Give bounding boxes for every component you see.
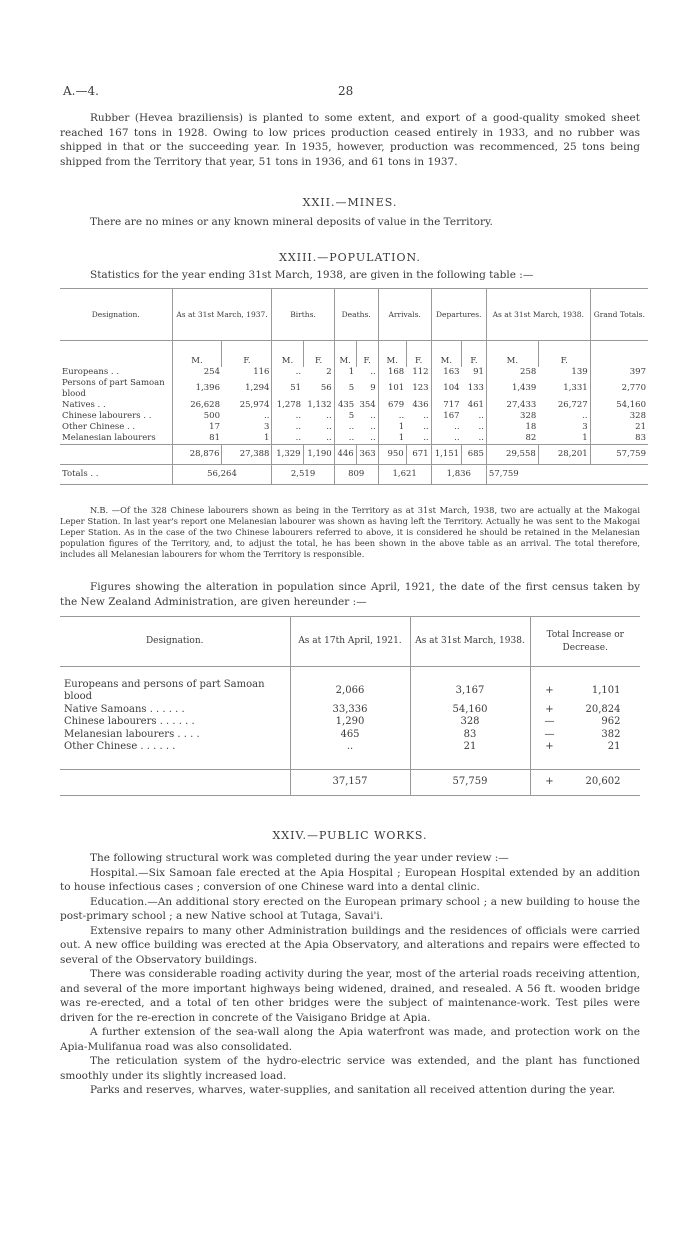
row-designation: Chinese labourers . . [62, 410, 152, 421]
table-cell: 21 [590, 422, 648, 433]
table-cell: 328 [410, 716, 530, 729]
table-cell: 104 [431, 378, 461, 400]
public-works-paragraph: The reticulation system of the hydro-electric service was extended, and the plant has functioned smoothly under its slightly increased load. [60, 1055, 640, 1082]
table-cell: 465 [290, 729, 410, 742]
subtotal-cell: 950 [378, 444, 406, 464]
header-grand-totals: Grand Totals. [590, 289, 648, 341]
table-cell: 1,132 [307, 399, 332, 410]
table-cell: .. [272, 422, 303, 433]
subtotal-cell: 27,388 [222, 444, 272, 464]
row-designation: Melanesian labourers . . . . [64, 728, 200, 740]
table-cell: .. [326, 410, 332, 421]
subtotal-cell: 446 [334, 444, 356, 464]
sex-header: F. [462, 341, 487, 367]
public-works-paragraph: A further extension of the sea-wall along the Apia waterfront was made, and protection work on the Apia-Mulifanua road was also consolidated. [60, 1026, 640, 1053]
table-cell: 1 [582, 432, 588, 443]
header-arrivals: Arrivals. [378, 289, 431, 341]
table-cell: .. [431, 422, 461, 433]
sex-header: F. [538, 341, 590, 367]
table-row [60, 741, 640, 754]
change-value: 962 [601, 716, 621, 727]
table-cell: 112 [412, 366, 429, 377]
table-cell: .. [334, 433, 356, 445]
row-designation: Other Chinese . . . . . . [64, 741, 176, 752]
table-cell: .. [264, 410, 270, 421]
table-cell: 139 [571, 366, 588, 377]
table-cell: 397 [590, 367, 648, 378]
mines-heading: XXII.—MINES. [302, 196, 398, 209]
table-cell: .. [370, 410, 376, 421]
table-cell: 33,336 [290, 704, 410, 717]
table-cell: 1,278 [272, 400, 303, 411]
rubber-paragraph: Rubber (Hevea braziliensis) is planted to some extent, and export of a good-quality smoked sheet reached 167 tons in 1928. Owing to low prices production ceased entirely in 1933, and no rubber was shipped in that or the succeeding year. In 1935, however, production was recommenced, 25 tons being shipped from the Territory that year, 51 tons in 1936, and 61 tons in 1937. [60, 112, 640, 168]
public-works-paragraph: Hospital.—Six Samoan fale erected at the Apia Hospital ; European Hospital extended by an addition to house infectious cases ; conversion of one Chinese ward into a dental clinic. [60, 866, 640, 893]
table-cell: 2,066 [290, 679, 410, 704]
row-designation: Other Chinese . . [62, 421, 136, 432]
change-cell [530, 741, 640, 754]
sex-header: M. [334, 341, 356, 367]
row-designation: Natives . . [62, 399, 106, 410]
sex-header: F. [222, 341, 272, 367]
table-cell: 168 [378, 367, 406, 378]
table-row [60, 378, 648, 400]
change-sign: + [545, 776, 554, 788]
population-heading: XXIII.—POPULATION. [279, 251, 421, 264]
table-cell: .. [423, 410, 429, 421]
header-change: Total Increase or Decrease. [530, 617, 640, 667]
table-cell: 1 [378, 422, 406, 433]
table-cell: 21 [410, 741, 530, 754]
sex-header: M. [378, 341, 406, 367]
table-cell: 133 [467, 383, 484, 393]
sex-header: M. [172, 341, 222, 367]
table-cell: .. [423, 421, 429, 432]
table-cell: 3 [264, 421, 270, 432]
table-cell: 2,770 [590, 378, 648, 400]
table-cell: .. [290, 741, 410, 754]
table-cell: .. [582, 410, 588, 421]
table-cell: 717 [431, 400, 461, 411]
sex-header: F. [303, 341, 334, 367]
table-cell: 83 [590, 433, 648, 445]
table-cell: 167 [431, 411, 461, 422]
table-cell: 354 [359, 399, 376, 410]
subtotal-cell: 1,190 [303, 444, 334, 464]
subtotal-cell: 1,329 [272, 444, 303, 464]
table-cell: 83 [410, 729, 530, 742]
change-value: 20,824 [585, 703, 621, 715]
subtotal-cell: 363 [356, 444, 378, 464]
table-row [60, 400, 648, 411]
table-cell: 3 [582, 421, 588, 432]
change-sign: + [545, 703, 554, 715]
table-cell: 91 [473, 366, 484, 377]
header-deaths: Deaths. [334, 289, 378, 341]
header-1921: As at 17th April, 1921. [290, 617, 410, 667]
sex-header: M. [272, 341, 303, 367]
table-cell: 1,290 [290, 716, 410, 729]
table-cell: 461 [467, 399, 484, 410]
table-cell: .. [370, 421, 376, 432]
row-designation: Europeans and persons of part Samoan blood [64, 678, 265, 702]
table-cell: 9 [370, 383, 376, 393]
table-cell: 436 [412, 399, 429, 410]
table-cell: .. [378, 411, 406, 422]
change-sign: — [544, 728, 555, 740]
public-works-paragraph: There was considerable roading activity during the year, most of the arterial roads receiving attention, and several of the more important highways being widened, drained, and resealed. A 56 ft. wooden bridge was re-erected, and a total of ten other bridges were the subject of maintenance-work. Test piles were driven for the re-erection in concrete of the Vaisigano Bridge at Apia. [60, 968, 640, 1024]
change-value: 20,602 [585, 776, 621, 788]
sex-header: M. [486, 341, 538, 367]
header-as-1937: As at 31st March, 1937. [172, 289, 272, 341]
table-cell: 26,727 [557, 399, 588, 410]
table-cell: .. [423, 432, 429, 443]
totals-label: Totals . . [62, 468, 99, 479]
table-cell: 123 [412, 383, 429, 393]
table-cell: .. [478, 421, 484, 432]
table-cell: 26,628 [172, 400, 222, 411]
population-intro: Statistics for the year ending 31st March, 1938, are given in the following table :— [90, 269, 534, 281]
sex-header: F. [356, 341, 378, 367]
totals-cell: 56,264 [172, 464, 272, 484]
table-cell: .. [334, 422, 356, 433]
change-sign: — [544, 716, 555, 727]
public-works-paragraph: Education.—An additional story erected on the European primary school ; a new building to house the post-primary school ; a new Native school at Tutaga, Savai'i. [60, 895, 640, 922]
table-cell: 2 [326, 366, 332, 377]
table-cell: 1,331 [563, 383, 588, 393]
change-sign: + [545, 684, 554, 696]
change-cell [530, 716, 640, 729]
totals-cell: 57,759 [410, 770, 530, 796]
row-designation: Melanesian labourers [62, 432, 156, 443]
table-cell: 1 [378, 433, 406, 445]
table-cell: 17 [172, 422, 222, 433]
table-cell: 54,160 [590, 400, 648, 411]
table-cell: 116 [253, 366, 270, 377]
table-cell: 3,167 [410, 679, 530, 704]
sex-header: F. [406, 341, 431, 367]
header-as-1938: As at 31st March, 1938. [486, 289, 590, 341]
table-cell: .. [370, 432, 376, 443]
table-cell: 1 [334, 367, 356, 378]
table-cell: 328 [590, 411, 648, 422]
row-designation: Europeans . . [62, 366, 120, 377]
table-cell: .. [272, 411, 303, 422]
header-designation: Designation. [145, 636, 204, 647]
page-number: 28 [338, 84, 354, 98]
totals-cell: 37,157 [290, 770, 410, 796]
change-value: 382 [601, 728, 621, 740]
population-note: N.B. —Of the 328 Chinese labourers shown as being in the Territory as at 31st March, 1938, two are actually at the Makogai Leper Station. In last year's report one Melanesian labourer was shown as having left the Territory. Actually he was sent to the Makogai Leper Station. As in the case of the two Chinese labourers referred to above, it is considered he should be retained in the Melanesian population figures of the Territory, and, to adjust the total, he has been shown in the above table as an arrival. The total therefore, includes all Melanesian labourers for whom the Territory is responsible. [60, 505, 640, 559]
change-cell [530, 704, 640, 717]
table-cell: 54,160 [410, 704, 530, 717]
change-cell [530, 679, 640, 704]
table-cell: 81 [172, 433, 222, 445]
table-cell: 254 [172, 367, 222, 378]
header-1938: As at 31st March, 1938. [410, 617, 530, 667]
table-row [60, 367, 648, 378]
change-value: 21 [607, 741, 621, 752]
table-cell: 27,433 [486, 400, 538, 411]
table-cell: .. [326, 432, 332, 443]
mines-text: There are no mines or any known mineral deposits of value in the Territory. [90, 216, 493, 228]
table-cell: 5 [334, 411, 356, 422]
public-works-heading: XXIV.—PUBLIC WORKS. [272, 829, 428, 842]
subtotal-cell: 28,876 [172, 444, 222, 464]
population-table [60, 288, 648, 485]
table-cell: .. [431, 433, 461, 445]
table-cell: 18 [486, 422, 538, 433]
totals-change-cell [530, 770, 640, 796]
subtotal-cell: 29,558 [486, 444, 538, 464]
public-works-body [60, 851, 640, 1098]
subtotal-cell: 685 [462, 444, 487, 464]
table-cell: 1 [264, 432, 270, 443]
header-designation: Designation. [91, 310, 140, 319]
totals-cell: 1,836 [431, 464, 486, 484]
table-cell: 101 [378, 378, 406, 400]
table-cell: 5 [334, 378, 356, 400]
table-cell: 328 [486, 411, 538, 422]
totals-cell: 2,519 [272, 464, 334, 484]
row-designation: Persons of part Samoan blood [62, 377, 165, 399]
population-change-table [60, 616, 640, 796]
change-cell [530, 729, 640, 742]
sex-header: M. [431, 341, 461, 367]
table-cell: .. [272, 367, 303, 378]
table-cell: .. [478, 432, 484, 443]
table-row [60, 433, 648, 445]
table-row [60, 411, 648, 422]
subtotal-cell: 671 [406, 444, 431, 464]
table-row [60, 422, 648, 433]
public-works-paragraph: The following structural work was completed during the year under review :— [90, 852, 509, 864]
population-intro-2: Figures showing the alteration in population since April, 1921, the date of the first census taken by the New Zealand Administration, are given hereunder :— [60, 581, 640, 608]
table-cell: 1,396 [172, 378, 222, 400]
table-cell: 500 [172, 411, 222, 422]
subtotal-cell: 57,759 [590, 444, 648, 464]
table-cell: 258 [486, 367, 538, 378]
subtotal-cell: 1,151 [431, 444, 461, 464]
table-cell: 163 [431, 367, 461, 378]
totals-cell: 57,759 [486, 464, 648, 484]
public-works-paragraph: Parks and reserves, wharves, water-supplies, and sanitation all received attention during the year. [90, 1084, 616, 1096]
table-cell: 435 [334, 400, 356, 411]
page-reference: A.—4. [63, 84, 99, 98]
table-cell: .. [272, 433, 303, 445]
table-cell: .. [478, 410, 484, 421]
table-cell: 82 [486, 433, 538, 445]
table-cell: 679 [378, 400, 406, 411]
table-row [60, 729, 640, 742]
table-cell: .. [370, 366, 376, 377]
row-designation: Chinese labourers . . . . . . [64, 716, 195, 727]
table-row [60, 704, 640, 717]
row-designation: Native Samoans . . . . . . [64, 703, 185, 715]
subtotal-cell: 28,201 [538, 444, 590, 464]
table-cell: 56 [320, 383, 332, 393]
table-cell: 1,294 [245, 383, 270, 393]
totals-cell: 1,621 [378, 464, 431, 484]
table-cell: .. [326, 421, 332, 432]
table-cell: 25,974 [239, 399, 270, 410]
table-cell: 51 [272, 378, 303, 400]
table-row [60, 679, 640, 704]
change-value: 1,101 [591, 684, 621, 696]
header-births: Births. [272, 289, 334, 341]
table-row [60, 716, 640, 729]
table-cell: 1,439 [486, 378, 538, 400]
header-departures: Departures. [431, 289, 486, 341]
totals-cell: 809 [334, 464, 378, 484]
change-sign: + [545, 741, 554, 752]
public-works-paragraph: Extensive repairs to many other Administration buildings and the residences of officials were carried out. A new office building was erected at the Apia Observatory, and alterations and repairs were effected to several of the Observatory buildings. [60, 924, 640, 966]
